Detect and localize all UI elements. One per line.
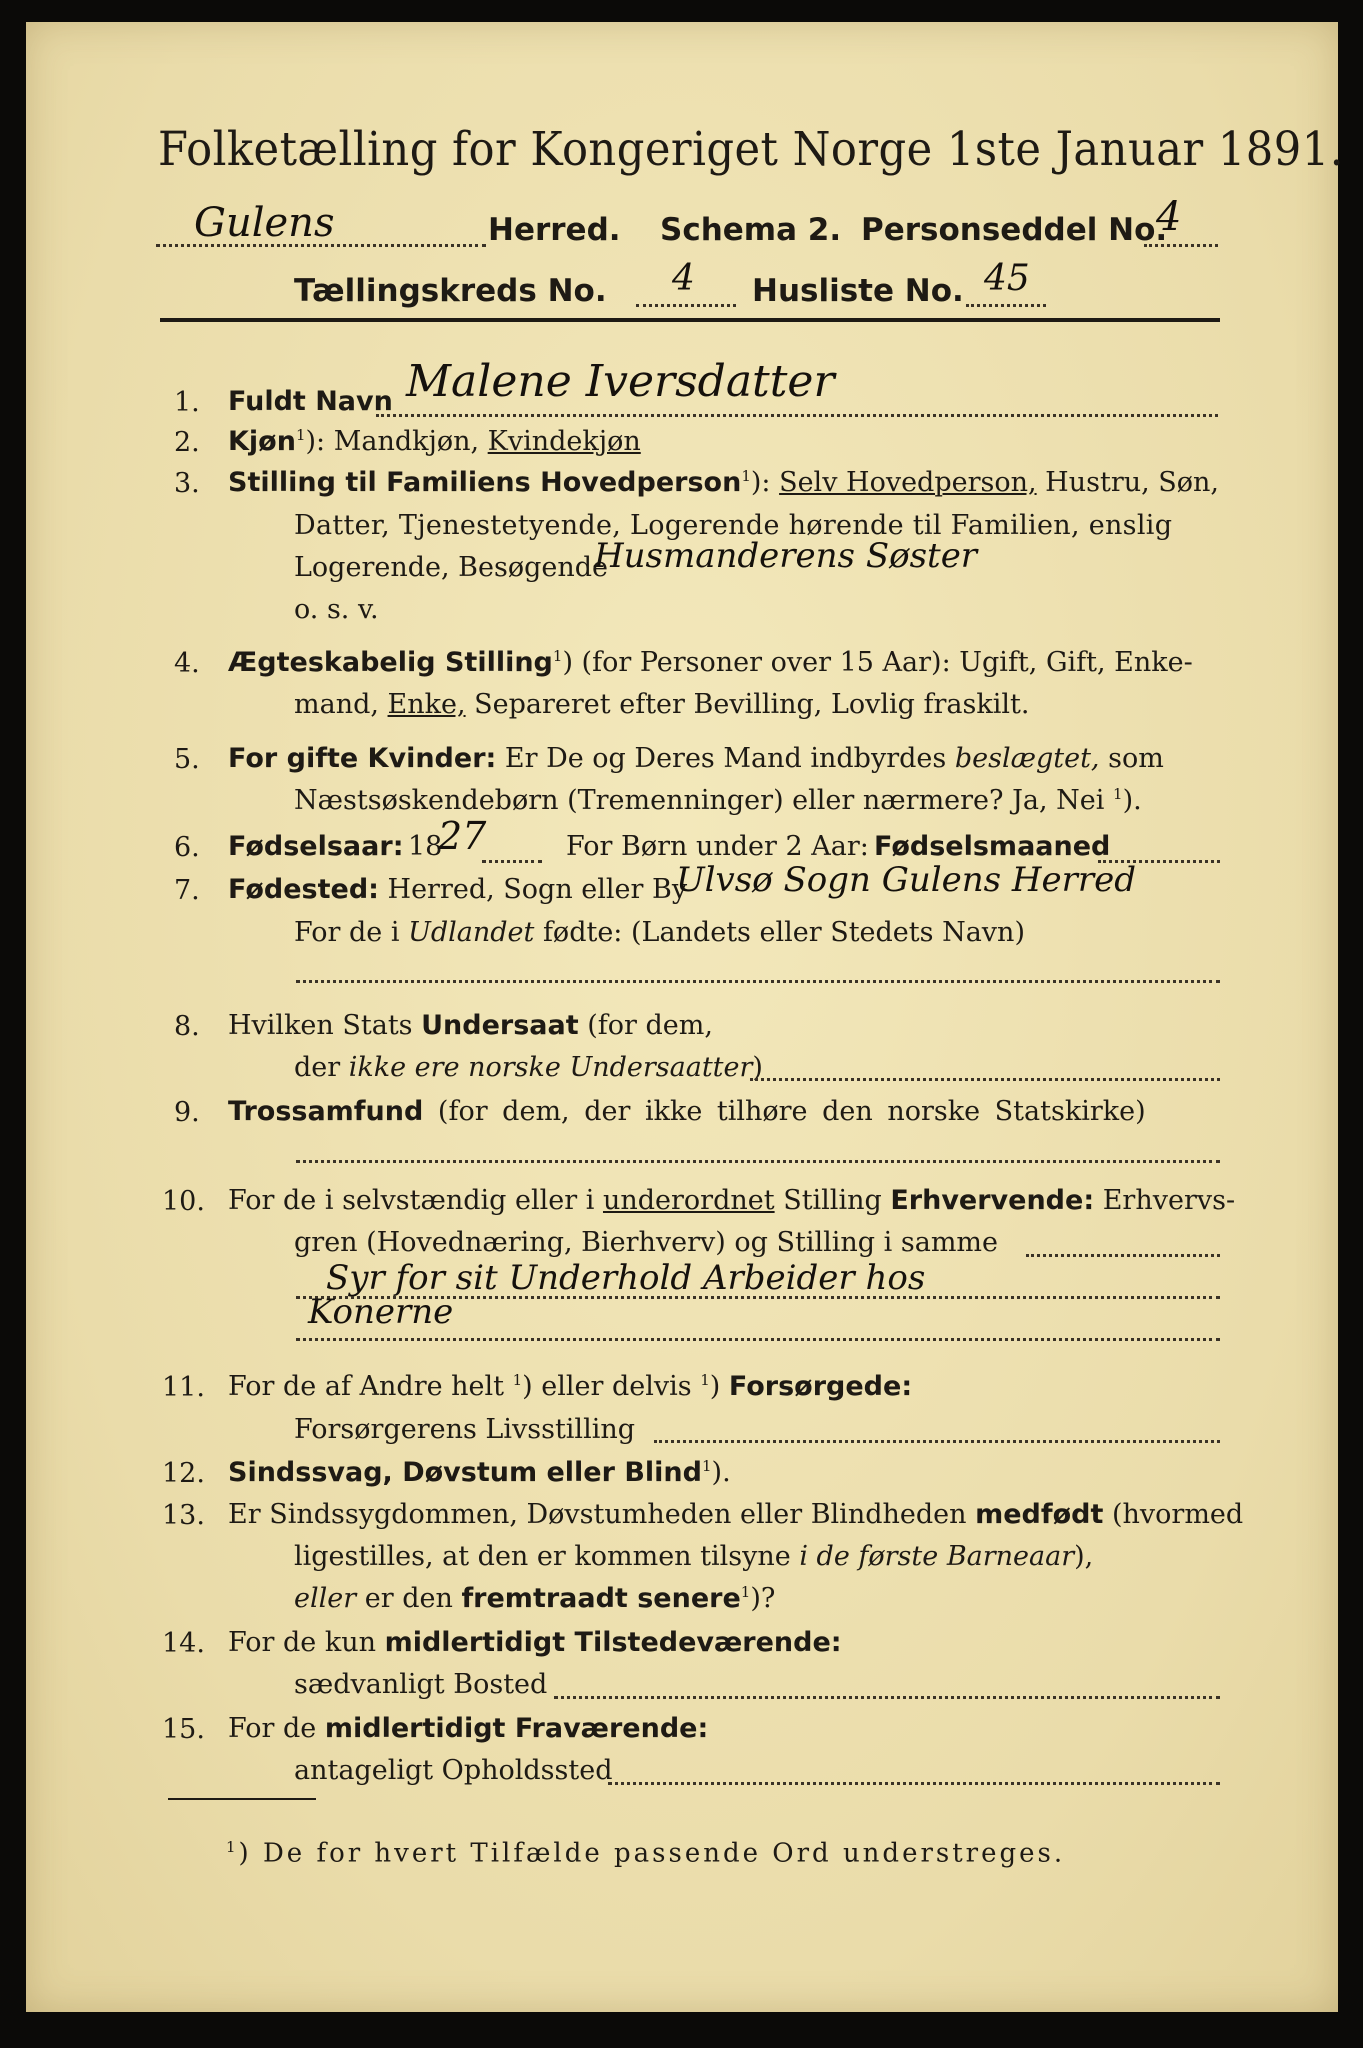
q8-number: 8.	[174, 1011, 200, 1042]
personseddel-value: 4	[1156, 194, 1182, 240]
kreds-dots	[636, 304, 736, 307]
q1-dots	[376, 414, 1218, 417]
q14-text: For de kun	[228, 1627, 385, 1658]
q5-sup: 1	[1113, 785, 1123, 803]
q9-label: Trossamfund	[228, 1096, 424, 1127]
q13-italic: i de første Barneaar	[799, 1541, 1075, 1572]
q11-text-c: )	[709, 1371, 729, 1402]
q4-line1	[228, 647, 1193, 678]
q8-line2-b: )	[752, 1052, 763, 1083]
q10-line1	[228, 1185, 1235, 1216]
q13-line2-a: ligestilles, at den er kommen tilsyne	[294, 1541, 800, 1572]
q6-number: 6.	[174, 832, 200, 863]
q11-dots	[654, 1440, 1220, 1443]
q11-label: Forsørgede:	[728, 1371, 913, 1402]
q6-text: For Børn under 2 Aar:	[566, 831, 869, 862]
q8-text-a: Hvilken Stats	[228, 1010, 422, 1041]
q5-line2	[294, 785, 1142, 816]
q4-label: Ægteskabelig Stilling	[228, 647, 553, 678]
census-form	[26, 22, 1344, 2012]
q1-number: 1.	[174, 387, 200, 418]
q4-enke-underlined: Enke,	[387, 689, 466, 720]
q11-line1	[228, 1371, 912, 1402]
q11-number: 11.	[162, 1372, 205, 1403]
q4-text: ) (for Personer over 15 Aar): Ugift, Gift, Enke-	[562, 647, 1193, 678]
personseddel-dots	[1144, 244, 1218, 247]
q4-line2-b: Separeret efter Bevilling, Lovlig fraskilt.	[465, 689, 1030, 720]
q15-number: 15.	[162, 1714, 205, 1745]
q5-line2-text: Næstsøskendebørn (Tremenninger) eller nærmere? Ja, Nei	[294, 785, 1114, 816]
footnote-rule	[168, 1798, 316, 1800]
q8-italic: ikke ere norske Undersaatter	[348, 1052, 753, 1083]
q14-label: midlertidigt Tilstedeværende:	[384, 1627, 842, 1658]
q5-number: 5.	[174, 744, 200, 775]
q7-label: Fødested:	[228, 874, 379, 905]
q6-label2: Fødselsmaaned	[874, 831, 1111, 862]
husliste-value: 45	[984, 258, 1030, 299]
q2-number: 2.	[174, 427, 200, 458]
q10-dots-c	[296, 1338, 1220, 1341]
q3-number: 3.	[174, 468, 200, 499]
q6-year-value: 27	[438, 814, 487, 858]
q13-number: 13.	[162, 1500, 205, 1531]
schema-label: Schema 2.	[660, 212, 842, 248]
q2-sup: 1	[295, 426, 306, 444]
herred-label: Herred.	[488, 212, 621, 248]
q10-line2: gren (Hovednæring, Bierhverv) og Stilling i samme	[294, 1227, 999, 1258]
q8-dots	[750, 1078, 1220, 1081]
q3-line3: Logerende, Besøgende	[294, 552, 608, 583]
q13-line3-italic: eller	[294, 1583, 357, 1614]
q7-text: Herred, Sogn eller By	[378, 874, 688, 905]
q13-end: )?	[750, 1583, 776, 1614]
q12-line1	[228, 1457, 731, 1488]
q7-line2	[294, 917, 1025, 948]
q5-text-b: som	[1099, 743, 1164, 774]
q7-line2-b: fødte: (Landets eller Stedets Navn)	[534, 917, 1025, 948]
q3-line4: o. s. v.	[294, 594, 379, 625]
q2-line	[228, 426, 641, 457]
kreds-label: Tællingskreds No.	[294, 273, 607, 309]
q6-label: Fødselsaar:	[228, 831, 404, 862]
q8-line2	[294, 1052, 763, 1083]
q10-text-c: Erhvervs-	[1094, 1185, 1236, 1216]
q10-occupation-value-1: Syr for sit Underhold Arbeider hos	[326, 1258, 926, 1298]
q5-italic: beslægtet,	[954, 743, 1100, 774]
husliste-dots	[966, 304, 1046, 307]
personseddel-label: Personseddel No.	[861, 212, 1168, 248]
q10-text-b: Stilling	[774, 1185, 891, 1216]
q9-dots	[296, 1160, 1220, 1163]
header-rule	[160, 318, 1220, 322]
q4-number: 4.	[174, 648, 200, 679]
q10-number: 10.	[162, 1186, 205, 1217]
q13-line3-a: er den	[356, 1583, 462, 1614]
q6-prefix: 18	[408, 831, 443, 862]
q14-dots	[554, 1696, 1220, 1699]
q3-text-b: Hustru, Søn,	[1036, 467, 1220, 498]
q14-line2: sædvanligt Bosted	[294, 1669, 548, 1700]
q3-underlined: Selv Hovedperson,	[779, 467, 1037, 498]
q12-sup: 1	[701, 1457, 712, 1475]
q11-sup2: 1	[700, 1371, 710, 1389]
q5-line1	[228, 743, 1164, 774]
q3-line2: Datter, Tjenestetyende, Logerende hørende til Familien, enslig	[294, 510, 1173, 541]
q11-text-a: For de af Andre helt	[228, 1371, 513, 1402]
form-title: Folketælling for Kongeriget Norge 1ste Januar 1891.	[158, 122, 1344, 177]
q13-line1	[228, 1499, 1243, 1530]
q1-name-value: Malene Iversdatter	[406, 356, 835, 407]
q10-underlined: underordnet	[602, 1185, 775, 1216]
q11-line2: Forsørgerens Livsstilling	[294, 1414, 636, 1445]
footnote-text: ) De for hvert Tilfælde passende Ord understreges.	[238, 1838, 1066, 1869]
q7-line2-a: For de i	[294, 917, 409, 948]
q3-label: Stilling til Familiens Hovedperson	[228, 467, 742, 498]
q5-text-a: Er De og Deres Mand indbyrdes	[496, 743, 955, 774]
q15-dots	[608, 1782, 1220, 1785]
q14-number: 14.	[162, 1628, 205, 1659]
q12-end: ).	[711, 1457, 731, 1488]
q13-sup: 1	[740, 1583, 751, 1601]
q7-birthplace-value: Ulvsø Sogn Gulens Herred	[676, 860, 1137, 900]
q2-text: ): Mandkjøn,	[305, 426, 488, 457]
q13-text-b: (hvormed	[1103, 1499, 1244, 1530]
herred-dots	[156, 244, 486, 247]
q3-text-a: ):	[750, 467, 780, 498]
q3-line1	[228, 467, 1219, 498]
q13-label: medfødt	[975, 1499, 1104, 1530]
q15-label: midlertidigt Fraværende:	[324, 1713, 709, 1744]
q13-line2-b: ),	[1074, 1541, 1094, 1572]
q8-text-b: (for dem,	[578, 1010, 713, 1041]
q13-line2	[294, 1541, 1093, 1572]
husliste-label: Husliste No.	[752, 273, 964, 309]
q3-sup: 1	[741, 467, 751, 485]
q7-number: 7.	[174, 875, 200, 906]
q7-dots	[296, 980, 1220, 983]
q10-label: Erhvervende:	[890, 1185, 1095, 1216]
q10-occupation-value-2: Konerne	[308, 1292, 454, 1332]
q6-dots-a	[482, 860, 542, 863]
q5-end: ).	[1122, 785, 1142, 816]
q2-kvindekjon-underlined: Kvindekjøn	[487, 426, 641, 457]
footnote-sup: 1	[226, 1838, 239, 1856]
herred-value: Gulens	[194, 200, 335, 246]
q8-label: Undersaat	[421, 1010, 579, 1041]
q10-text-a: For de i selvstændig eller i	[228, 1185, 603, 1216]
q3-value: Husmanderens Søster	[594, 536, 978, 576]
q13-line3	[294, 1583, 775, 1614]
q4-line2-a: mand,	[294, 689, 388, 720]
q14-line1	[228, 1627, 842, 1658]
q15-text: For de	[228, 1713, 325, 1744]
q5-label: For gifte Kvinder:	[228, 743, 497, 774]
kreds-value: 4	[672, 258, 695, 299]
q7-italic: Udlandet	[408, 917, 535, 948]
q10-dots-a	[1026, 1254, 1220, 1257]
q1-label: Fuldt Navn	[228, 386, 393, 417]
q15-line2: antageligt Opholdssted	[294, 1755, 613, 1786]
q11-sup1: 1	[512, 1371, 523, 1389]
q8-line2-a: der	[294, 1052, 349, 1083]
q12-label: Sindssvag, Døvstum eller Blind	[228, 1457, 702, 1488]
q9-number: 9.	[174, 1097, 200, 1128]
q7-line1	[228, 874, 687, 905]
q8-line1	[228, 1010, 713, 1041]
q9-text: (for dem, der ikke tilhøre den norske Statskirke)	[423, 1096, 1146, 1127]
q9-line1	[228, 1096, 1146, 1127]
q11-text-b: ) eller delvis	[522, 1371, 701, 1402]
q13-text-a: Er Sindssygdommen, Døvstumheden eller Blindheden	[228, 1499, 976, 1530]
q4-sup: 1	[552, 647, 563, 665]
q2-label: Kjøn	[228, 426, 296, 457]
footnote	[226, 1838, 1065, 1869]
q13-line3-label: fremtraadt senere	[461, 1583, 741, 1614]
q12-number: 12.	[162, 1458, 205, 1489]
q4-line2	[294, 689, 1029, 720]
q15-line1	[228, 1713, 708, 1744]
